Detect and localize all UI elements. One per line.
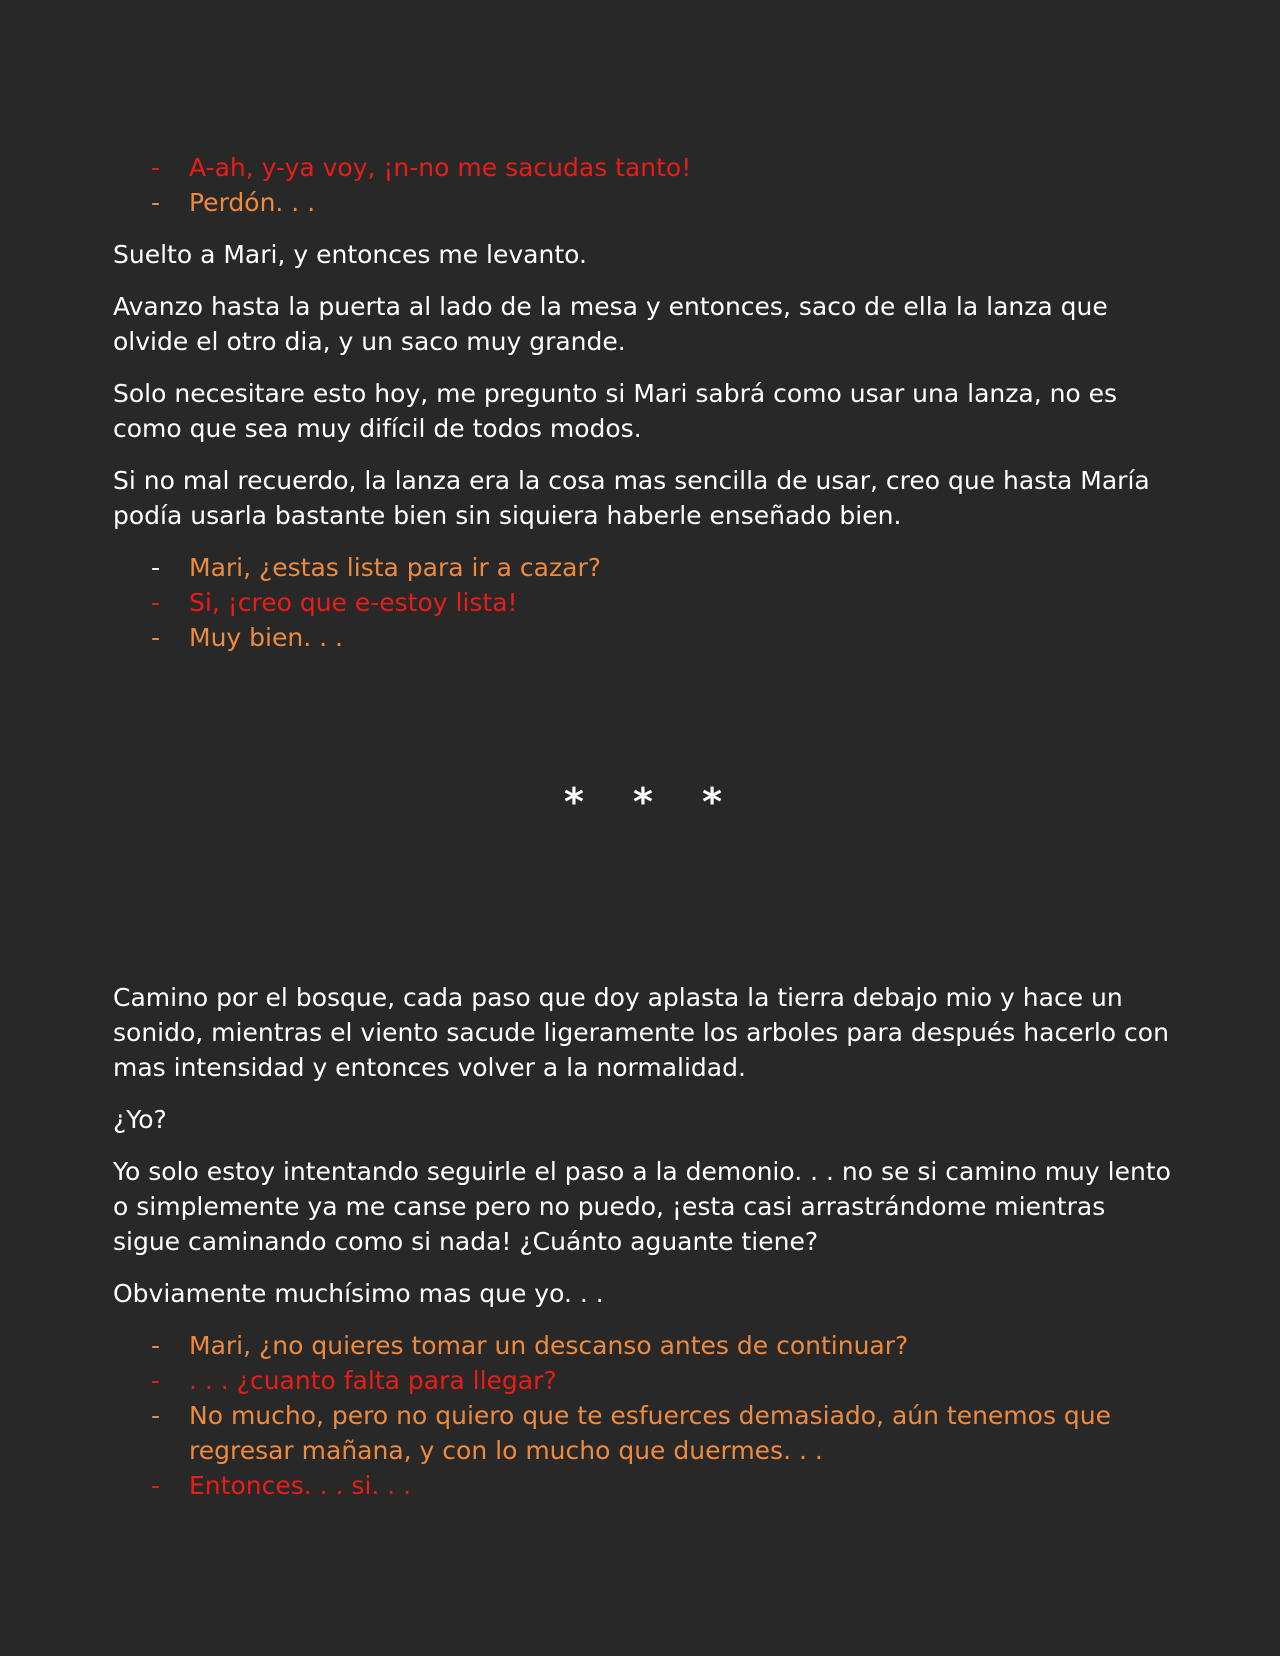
narration-paragraph: ¿Yo? [113,1105,167,1134]
document-page [113,150,1173,1520]
narration-paragraph: Suelto a Mari, y entonces me levanto. [113,240,587,269]
spacer [113,672,1173,782]
dialogue-line-protagonist: - No mucho, pero no quiero que te esfuerces demasiado, aún tenemos que regresar mañana, y con lo mucho que duermes. . . [113,1398,1173,1468]
spacer [113,822,1173,980]
dialogue-line-protagonist: - Mari, ¿estas lista para ir a cazar? [113,550,1173,585]
dialogue-line-mari: - . . . ¿cuanto falta para llegar? [113,1363,1173,1398]
dialogue-dash: - [151,1366,161,1395]
dialogue-dash: - [151,153,161,182]
dialogue-block-2 [113,550,1173,655]
dialogue-dash: - [151,188,161,217]
dialogue-dash: - [151,1401,161,1430]
scene-break: * * * [563,780,741,824]
dialogue-dash: - [151,623,161,652]
narration-paragraph: Camino por el bosque, cada paso que doy aplasta la tierra debajo mio y hace un sonido, mientras el viento sacude ligeramente los arboles para después hacerlo con mas intensidad y entonces volver a la normalidad. [113,983,1169,1082]
narration-paragraph: Avanzo hasta la puerta al lado de la mesa y entonces, saco de ella la lanza que olvide el otro dia, y un saco muy grande. [113,292,1108,356]
dialogue-dash: - [151,1331,161,1360]
dialogue-dash: - [151,553,161,582]
dialogue-block-3 [113,1328,1173,1503]
narration-paragraph: Si no mal recuerdo, la lanza era la cosa mas sencilla de usar, creo que hasta María podía usarla bastante bien sin siquiera haberle enseñado bien. [113,466,1150,530]
dialogue-line-mari: - Entonces. . . si. . . [113,1468,1173,1503]
dialogue-line-protagonist: - Muy bien. . . [113,620,1173,655]
dialogue-line-mari: - Si, ¡creo que e-estoy lista! [113,585,1173,620]
dialogue-line-protagonist: - Perdón. . . [113,185,1173,220]
narration-paragraph: Solo necesitare esto hoy, me pregunto si Mari sabrá como usar una lanza, no es como que sea muy difícil de todos modos. [113,379,1118,443]
narration-paragraph: Obviamente muchísimo mas que yo. . . [113,1279,604,1308]
dialogue-line-protagonist: - Mari, ¿no quieres tomar un descanso antes de continuar? [113,1328,1173,1363]
narration-paragraph: Yo solo estoy intentando seguirle el paso a la demonio. . . no se si camino muy lento o simplemente ya me canse pero no puedo, ¡esta casi arrastrándome mientras sigue caminando como si nada! ¿Cuánto aguante tiene? [113,1157,1171,1256]
dialogue-block-1 [113,150,1173,220]
dialogue-line-mari: - A-ah, y-ya voy, ¡n-no me sacudas tanto! [113,150,1173,185]
dialogue-dash: - [151,588,161,617]
dialogue-dash: - [151,1471,161,1500]
